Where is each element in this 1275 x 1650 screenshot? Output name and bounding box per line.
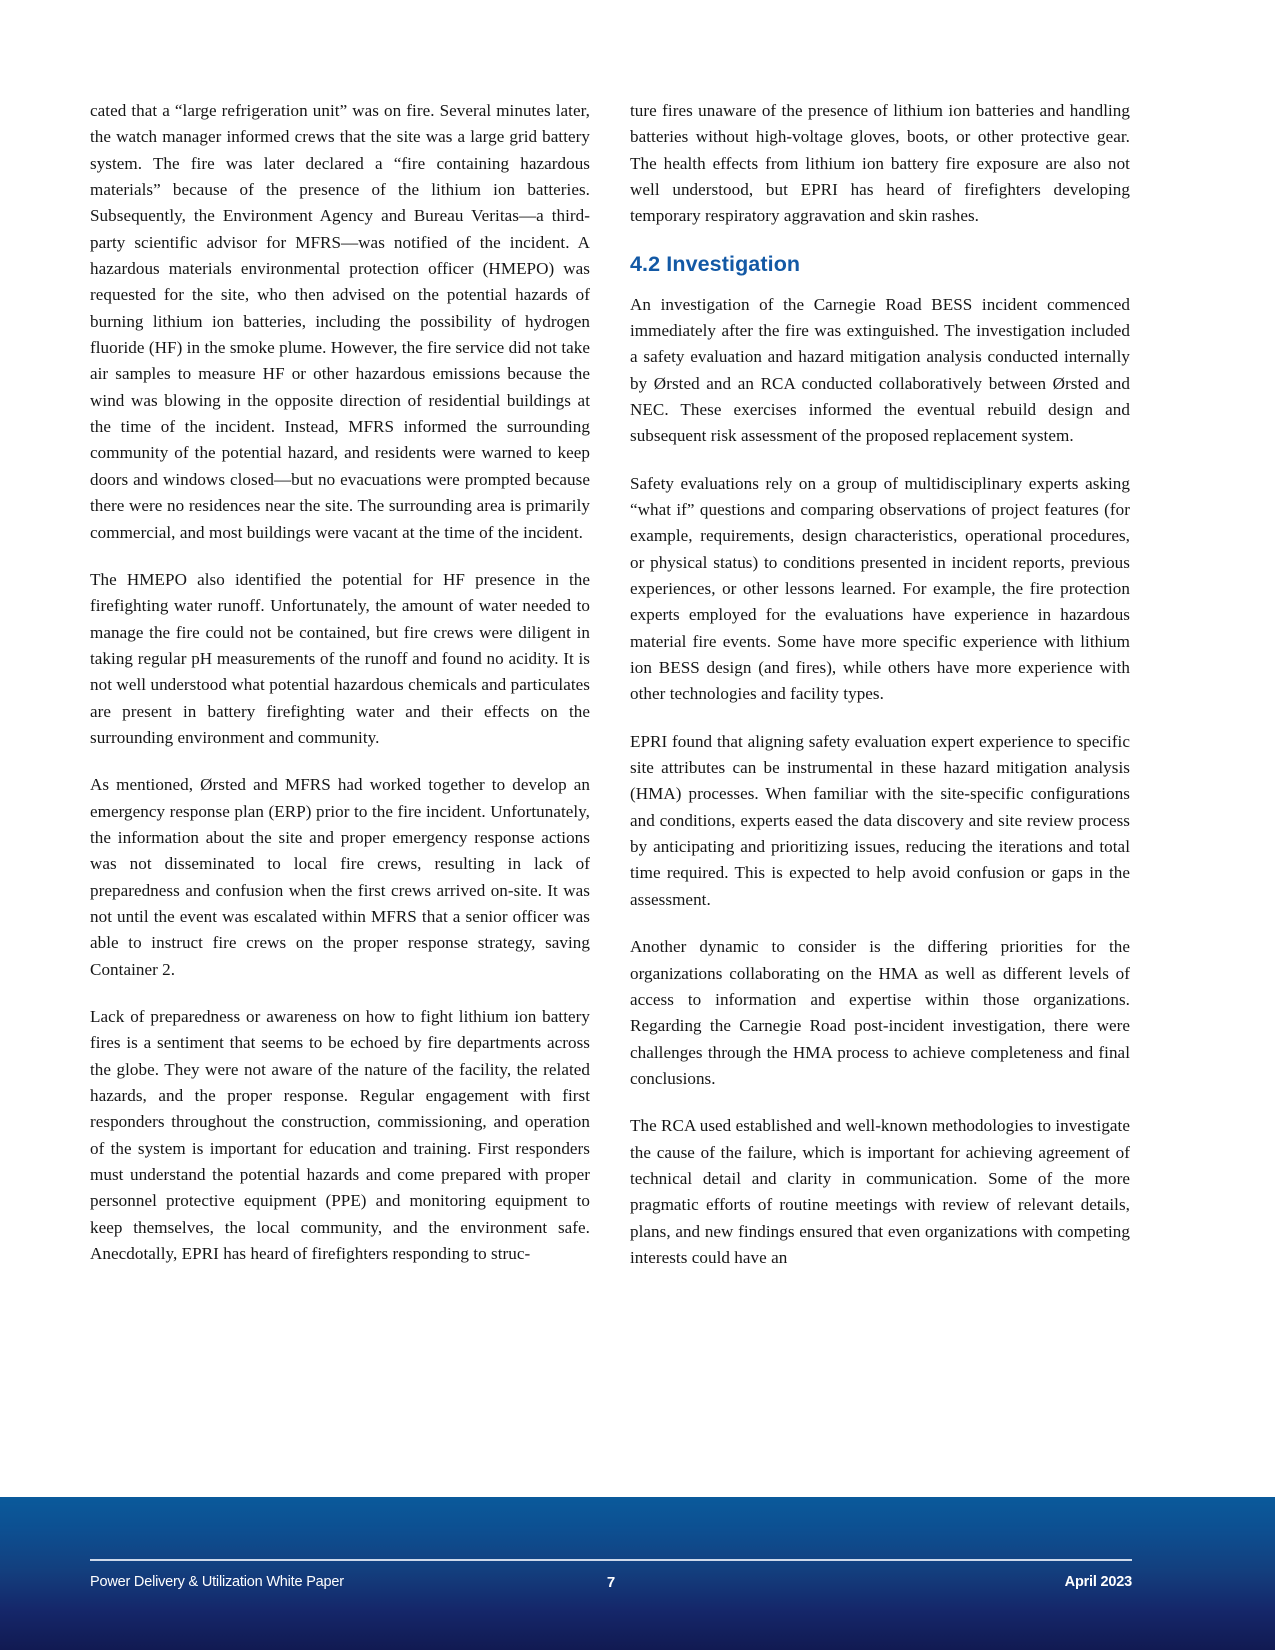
paragraph: EPRI found that aligning safety evaluation expert experience to specific site attributes can be instrumental in these hazard mitigation analysis (HMA) processes. When familiar with the site-specific configurations and conditions, experts eased the data discovery and site review process by anticipating and prioritizing issues, reducing the iterations and total time required. This is expected to help avoid confusion or gaps in the assessment.: [630, 731, 1130, 909]
paragraph: As mentioned, Ørsted and MFRS had worked together to develop an emergency response plan (ERP) prior to the fire incident. Unfortunately, the information about the site and proper emergency response actions was not disseminated to local fire crews, resulting in lack of preparedness and confusion when the first crews arrived on-site. It was not until the event was escalated within MFRS that a senior officer was able to instruct fire crews on the proper response strategy, saving Container 2.: [90, 775, 590, 979]
right-column: [630, 98, 1130, 1358]
paragraph: ture fires unaware of the presence of lithium ion batteries and handling batteries without high-voltage gloves, boots, or other protective gear. The health effects from lithium ion battery fire exposure are also not well understood, but EPRI has heard of firefighters developing temporary respiratory aggravation and skin rashes.: [630, 101, 1130, 226]
paragraph: Lack of preparedness or awareness on how to fight lithium ion battery fires is a sentiment that seems to be echoed by fire departments across the globe. They were not aware of the nature of the facility, the related hazards, and the proper response. Regular engagement with first responders throughout the construction, commissioning, and operation of the system is important for education and training. First responders must understand the potential hazards and come prepared with proper personnel protective equipment (PPE) and monitoring equipment to keep themselves, the local community, and the environment safe. Anecdotally, EPRI has heard of firefighters responding to struc-: [90, 1007, 590, 1264]
paragraph: The HMEPO also identified the potential for HF presence in the firefighting water runoff. Unfortunately, the amount of water needed to manage the fire could not be contained, but fire crews were diligent in taking regular pH measurements of the runoff and found no acidity. It is not well understood what potential hazardous chemicals and particulates are present in battery firefighting water and their effects on the surrounding environment and community.: [90, 569, 590, 747]
paragraph: The RCA used established and well-known methodologies to investigate the cause of the failure, which is important for achieving agreement of technical detail and clarity in communication. Some of the more pragmatic efforts of routine meetings with review of relevant details, plans, and new findings ensured that even organizations with competing interests could have an: [630, 1116, 1130, 1267]
page-content: [90, 98, 1130, 1358]
footer-divider: [90, 1559, 1132, 1561]
left-column: [90, 98, 590, 1358]
paragraph: cated that a “large refrigeration unit” was on fire. Several minutes later, the watch manager informed crews that the site was a large grid battery system. The fire was later declared a “fire containing hazardous materials” because of the presence of the lithium ion batteries. Subsequently, the Environment Agency and Bureau Veritas—a third-party scientific advisor for MFRS—was notified of the incident. A hazardous materials environmental protection officer (HMEPO) was requested for the site, who then advised on the potential hazards of burning lithium ion batteries, including the possibility of hydrogen fluoride (HF) in the smoke plume. However, the fire service did not take air samples to measure HF or other hazardous emissions because the wind was blowing in the opposite direction of residential buildings at the time of the incident. Instead, MFRS informed the surrounding community of the potential hazard, and residents were warned to keep doors and windows closed—but no evacuations were prompted because there were no residences near the site. The surrounding area is primarily commercial, and most buildings were vacant at the time of the incident.: [90, 101, 590, 542]
footer-document-title: Power Delivery & Utilization White Paper: [90, 1574, 344, 1590]
footer-date: April 2023: [1064, 1574, 1132, 1590]
page-footer: [0, 1497, 1275, 1650]
footer-page-number: 7: [606, 1573, 616, 1591]
paragraph: Safety evaluations rely on a group of multidisciplinary experts asking “what if” questions and comparing observations of project features (for example, requirements, design characteristics, operational procedures, or physical status) to conditions presented in incident reports, previous experiences, or other lessons learned. For example, the fire protection experts employed for the evaluations have experience in hazardous material fire events. Some have more specific experience with lithium ion BESS design (and fires), while others have more experience with other technologies and facility types.: [630, 473, 1130, 704]
footer-row: [90, 1569, 1132, 1595]
section-heading-4-2: 4.2 Investigation: [630, 251, 801, 276]
paragraph: Another dynamic to consider is the differing priorities for the organizations collaborating on the HMA as well as different levels of access to information and expertise within those organizations. Regarding the Carnegie Road post-incident investigation, there were challenges through the HMA process to achieve completeness and final conclusions.: [630, 937, 1130, 1088]
paragraph: An investigation of the Carnegie Road BESS incident commenced immediately after the fire was extinguished. The investigation included a safety evaluation and hazard mitigation analysis conducted internally by Ørsted and an RCA conducted collaboratively between Ørsted and NEC. These exercises informed the eventual rebuild design and subsequent risk assessment of the proposed replacement system.: [630, 294, 1130, 446]
